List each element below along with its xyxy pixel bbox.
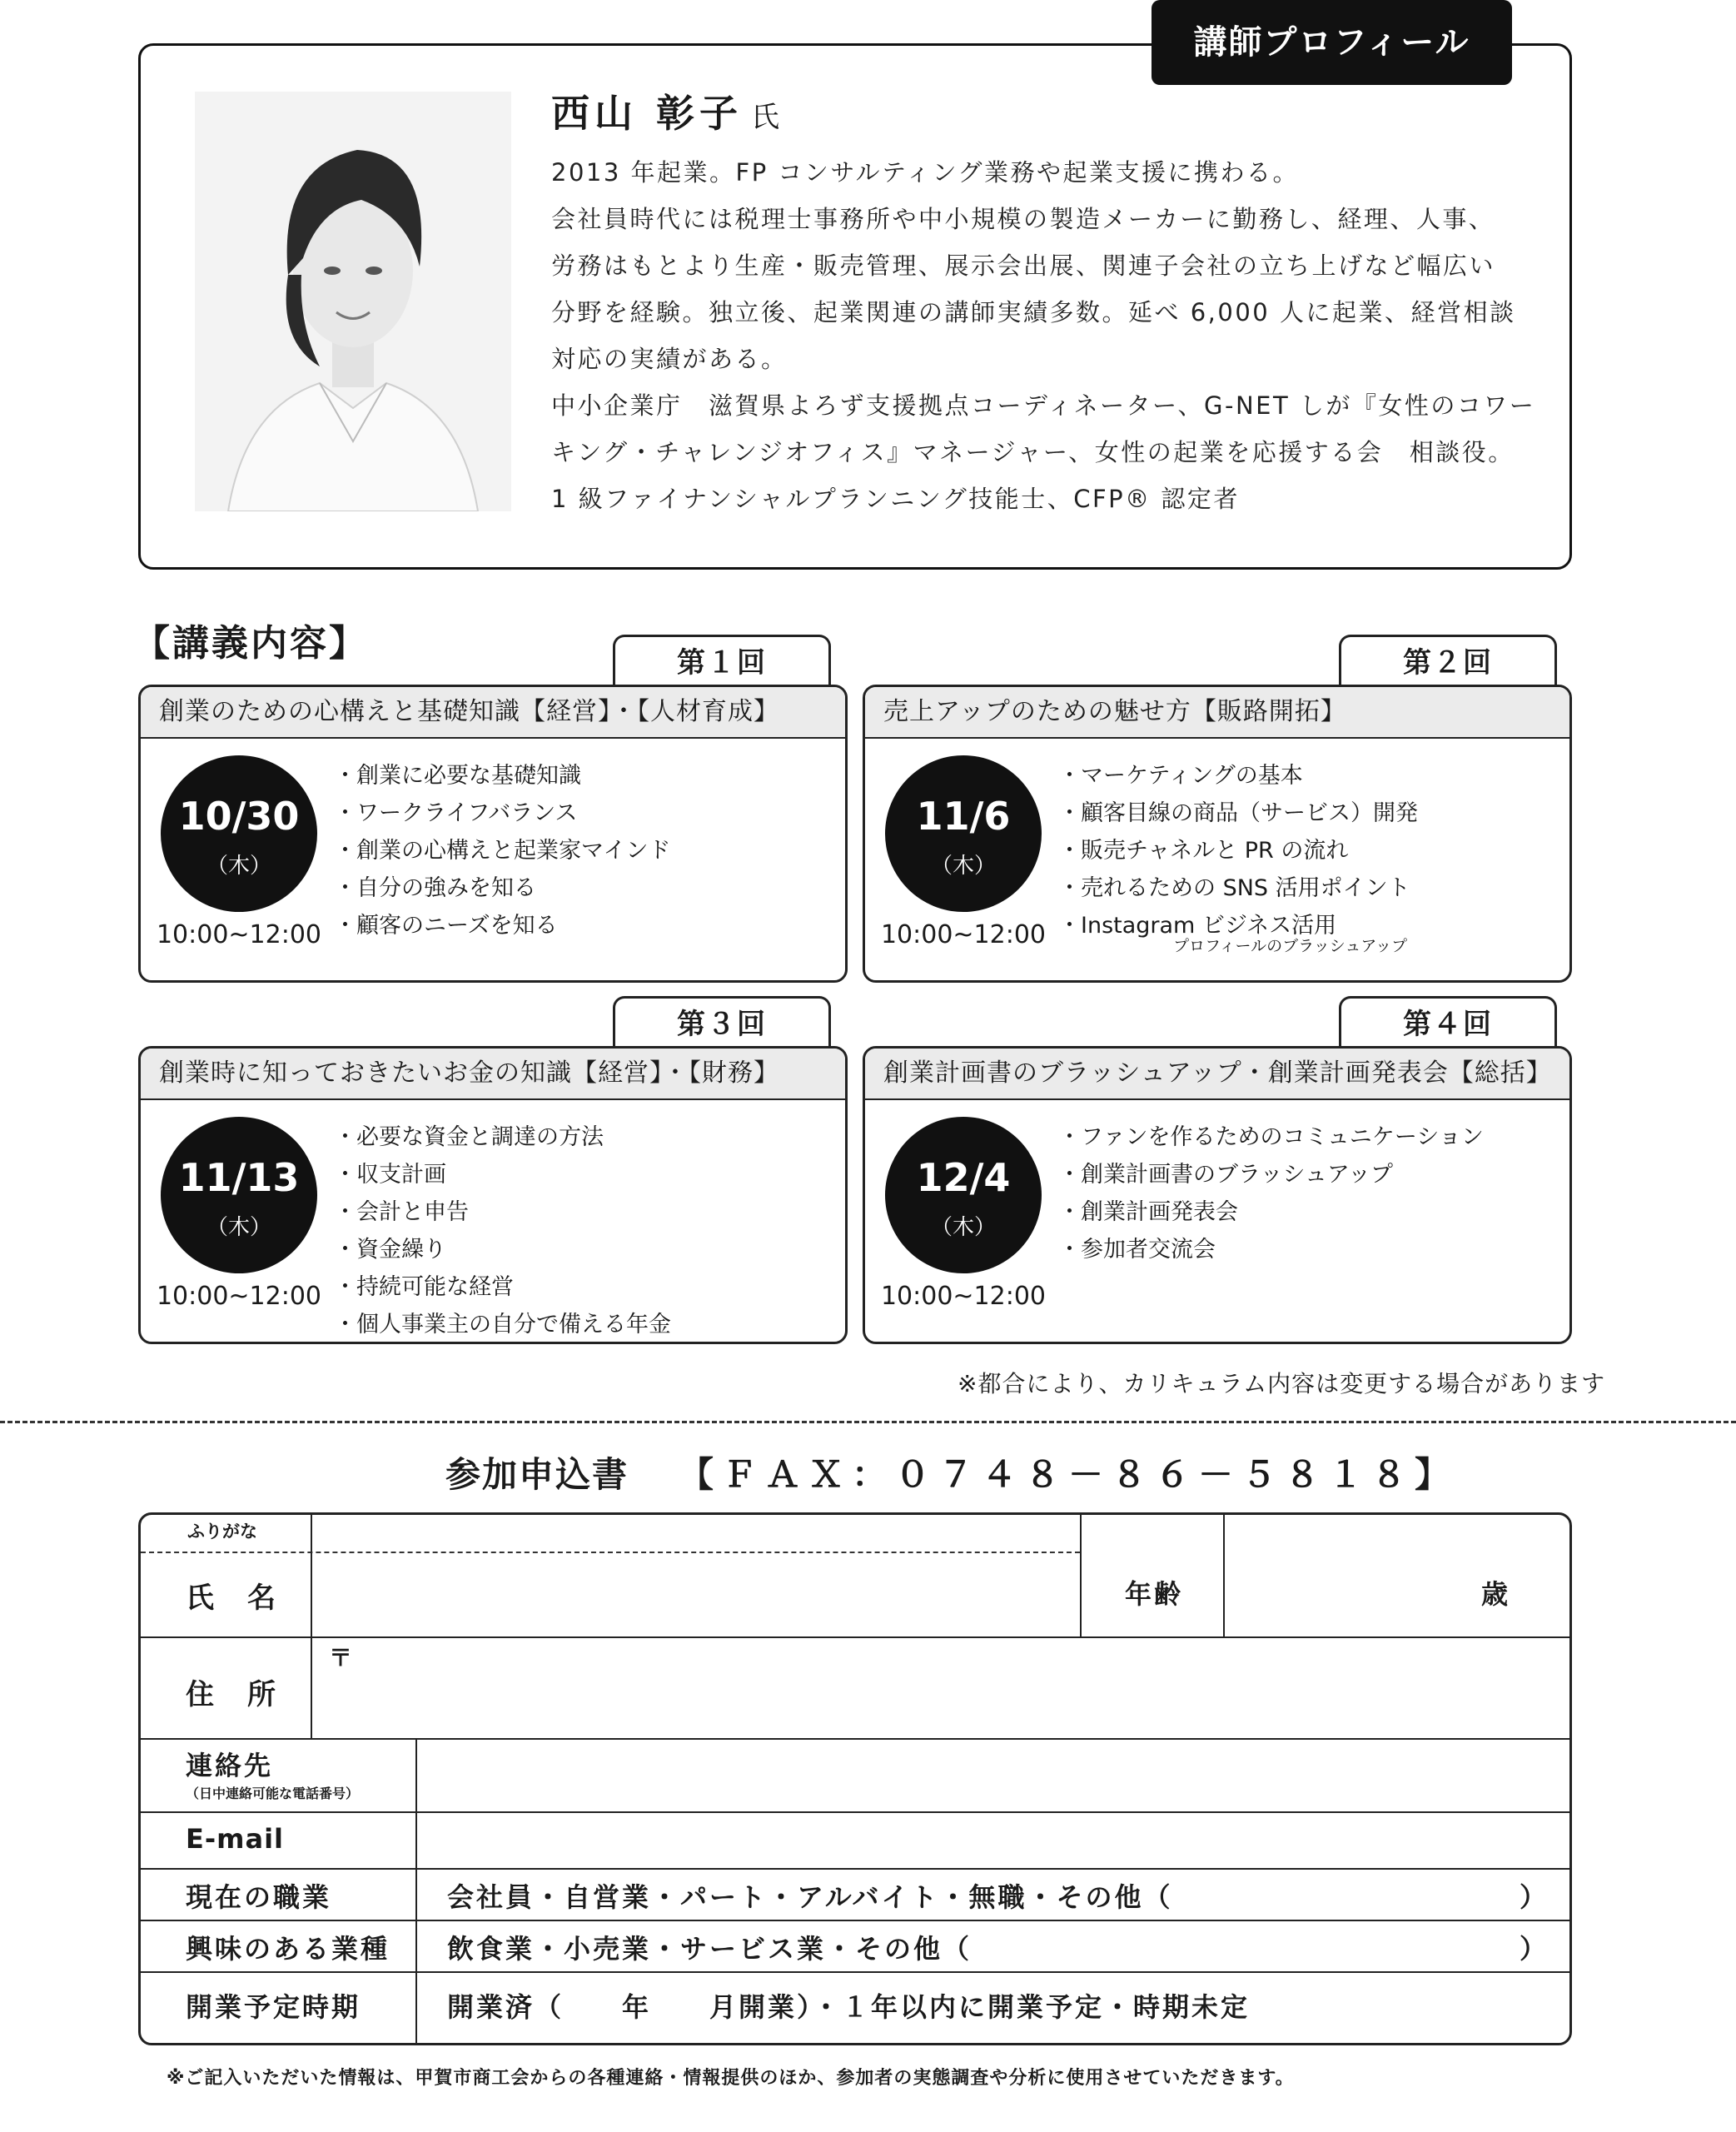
date-badge	[161, 755, 317, 912]
furigana-input[interactable]	[312, 1515, 1078, 1550]
session-weekday: （木）	[206, 1215, 271, 1240]
row-divider	[141, 1971, 1569, 1973]
session-time: 10:00~12:00	[880, 920, 1047, 949]
date-badge	[161, 1117, 317, 1273]
address-label: 住 所	[186, 1678, 278, 1711]
session-1-card	[138, 685, 848, 983]
industry-options[interactable]: 飲食業・小売業・サービス業・その他（	[447, 1933, 972, 1965]
session-4-tab: 第４回	[1339, 996, 1557, 1049]
privacy-note: ※ご記入いただいた情報は、甲賀市商工会からの各種連絡・情報提供のほか、参加者の実態調査や分析に使用させていただきます。	[167, 2068, 1295, 2089]
name-input[interactable]	[312, 1555, 1078, 1635]
row-divider	[141, 1868, 1569, 1870]
job-close-paren: ）	[1520, 1881, 1549, 1913]
list-item: ・ワークライフバランス	[334, 800, 578, 826]
list-item: ・自分の強みを知る	[334, 875, 536, 901]
address-input[interactable]	[312, 1638, 1566, 1736]
honorific: 氏	[751, 101, 785, 134]
session-date: 11/13	[178, 1155, 300, 1200]
furigana-label: ふりがな	[187, 1522, 257, 1542]
session-3-card	[138, 1046, 848, 1344]
list-item: ・ファンを作るためのコミュニケーション	[1058, 1124, 1484, 1150]
session-2-card	[863, 685, 1572, 983]
fax-number: 【ＦＡＸ：０７４８－８６－５８１８】	[679, 1454, 1459, 1495]
list-item: ・売れるための SNS 活用ポイント	[1058, 875, 1410, 901]
list-subitem: プロフィールのブラッシュアップ	[1173, 937, 1408, 955]
date-badge	[885, 755, 1042, 912]
form-title-text: 参加申込書	[445, 1454, 629, 1495]
profile-tab: 講師プロフィール	[1152, 0, 1512, 85]
col-divider	[1080, 1515, 1082, 1636]
age-label: 年齢	[1125, 1578, 1184, 1610]
list-item: ・資金繰り	[334, 1237, 446, 1263]
industry-close-paren: ）	[1520, 1933, 1549, 1965]
list-item: ・必要な資金と調達の方法	[334, 1124, 604, 1150]
age-unit: 歳	[1481, 1578, 1511, 1610]
list-item: ・顧客目線の商品（サービス）開発	[1058, 800, 1418, 826]
session-title: 創業のための心構えと基礎知識【経営】・【人材育成】	[141, 687, 845, 739]
session-weekday: （木）	[930, 1215, 996, 1240]
phone-input[interactable]	[417, 1740, 1566, 1810]
session-title: 売上アップのための魅せ方【販路開拓】	[865, 687, 1569, 739]
job-options[interactable]: 会社員・自営業・パート・アルバイト・無職・その他（	[447, 1881, 1173, 1913]
start-options[interactable]: 開業済（ 年 月開業）・１年以内に開業予定・時期未定	[447, 1991, 1251, 2023]
furigana-divider	[141, 1552, 1080, 1553]
list-item: ・創業の心構えと起業家マインド	[334, 838, 671, 864]
session-2-tab: 第２回	[1339, 635, 1557, 688]
list-item: ・会計と申告	[334, 1199, 469, 1225]
row-divider	[141, 1920, 1569, 1921]
list-item: ・顧客のニーズを知る	[334, 913, 558, 939]
job-label: 現在の職業	[186, 1881, 332, 1913]
list-item: ・参加者交流会	[1058, 1237, 1216, 1263]
list-item: ・持続可能な経営	[334, 1274, 514, 1300]
start-label: 開業予定時期	[186, 1991, 361, 2023]
bio-line: 分野を経験。独立後、起業関連の講師実績多数。延べ 6,000 人に起業、経営相談	[551, 298, 1516, 326]
session-date: 10/30	[178, 794, 300, 839]
session-title: 創業計画書のブラッシュアップ・創業計画発表会【総括】	[865, 1049, 1569, 1100]
name-text: 西山 彰子	[551, 91, 744, 136]
list-item: ・創業に必要な基礎知識	[334, 763, 581, 789]
bio-line: 2013 年起業。FP コンサルティング業務や起業支援に携わる。	[551, 158, 1300, 187]
name-label: 氏 名	[186, 1582, 278, 1615]
list-item: ・創業計画書のブラッシュアップ	[1058, 1162, 1394, 1188]
session-4-card	[863, 1046, 1572, 1344]
session-items	[1058, 1118, 1484, 1268]
date-badge	[885, 1117, 1042, 1273]
form-title	[445, 1447, 1458, 1497]
session-3-tab: 第３回	[613, 996, 831, 1049]
email-input[interactable]	[417, 1813, 1566, 1866]
curriculum-note: ※都合により、カリキュラム内容は変更する場合があります	[958, 1370, 1606, 1397]
session-title: 創業時に知っておきたいお金の知識【経営】・【財務】	[141, 1049, 845, 1100]
session-time: 10:00~12:00	[156, 920, 322, 949]
bio-line: 対応の実績がある。	[551, 345, 788, 373]
session-items	[334, 1118, 671, 1343]
contact-label: 連絡先	[186, 1750, 274, 1781]
session-time: 10:00~12:00	[880, 1282, 1047, 1311]
instructor-name	[551, 83, 784, 138]
list-item: ・マーケティングの基本	[1058, 763, 1303, 789]
bio-line: 1 級ファイナンシャルプランニング技能士、CFP® 認定者	[551, 485, 1240, 513]
industry-label: 興味のある業種	[186, 1933, 390, 1965]
postal-mark: 〒	[329, 1644, 353, 1671]
session-weekday: （木）	[930, 854, 996, 879]
session-items	[1058, 757, 1418, 956]
age-input[interactable]	[1225, 1515, 1566, 1635]
list-item: ・個人事業主の自分で備える年金	[334, 1312, 671, 1337]
session-date: 12/4	[916, 1155, 1011, 1200]
bio-line: 会社員時代には税理士事務所や中小規模の製造メーカーに勤務し、経理、人事、	[551, 205, 1495, 233]
bio-line: 労務はもとより生産・販売管理、展示会出展、関連子会社の立ち上げなど幅広い	[551, 252, 1496, 280]
bio-line: キング・チャレンジオフィス』マネージャー、女性の起業を応援する会 相談役。	[551, 438, 1515, 466]
session-items	[334, 757, 670, 944]
application-form	[138, 1512, 1572, 2045]
list-item: ・創業計画発表会	[1058, 1199, 1238, 1225]
session-time: 10:00~12:00	[156, 1282, 322, 1311]
portrait-illustration	[195, 92, 511, 511]
list-item: ・収支計画	[334, 1162, 446, 1188]
contact-sub-label: （日中連絡可能な電話番号）	[186, 1786, 360, 1801]
session-1-tab: 第１回	[613, 635, 831, 688]
bio-line: 中小企業庁 滋賀県よろず支援拠点コーディネーター、G-NET しが『女性のコワー	[551, 391, 1536, 420]
instructor-photo	[195, 92, 511, 511]
email-label: E-mail	[186, 1823, 285, 1855]
list-item: ・Instagram ビジネス活用	[1058, 913, 1337, 939]
session-weekday: （木）	[206, 854, 271, 879]
cut-line	[0, 1421, 1736, 1423]
session-date: 11/6	[916, 794, 1011, 839]
lectures-heading: 【講義内容】	[133, 622, 368, 665]
list-item: ・販売チャネルと PR の流れ	[1058, 838, 1349, 864]
